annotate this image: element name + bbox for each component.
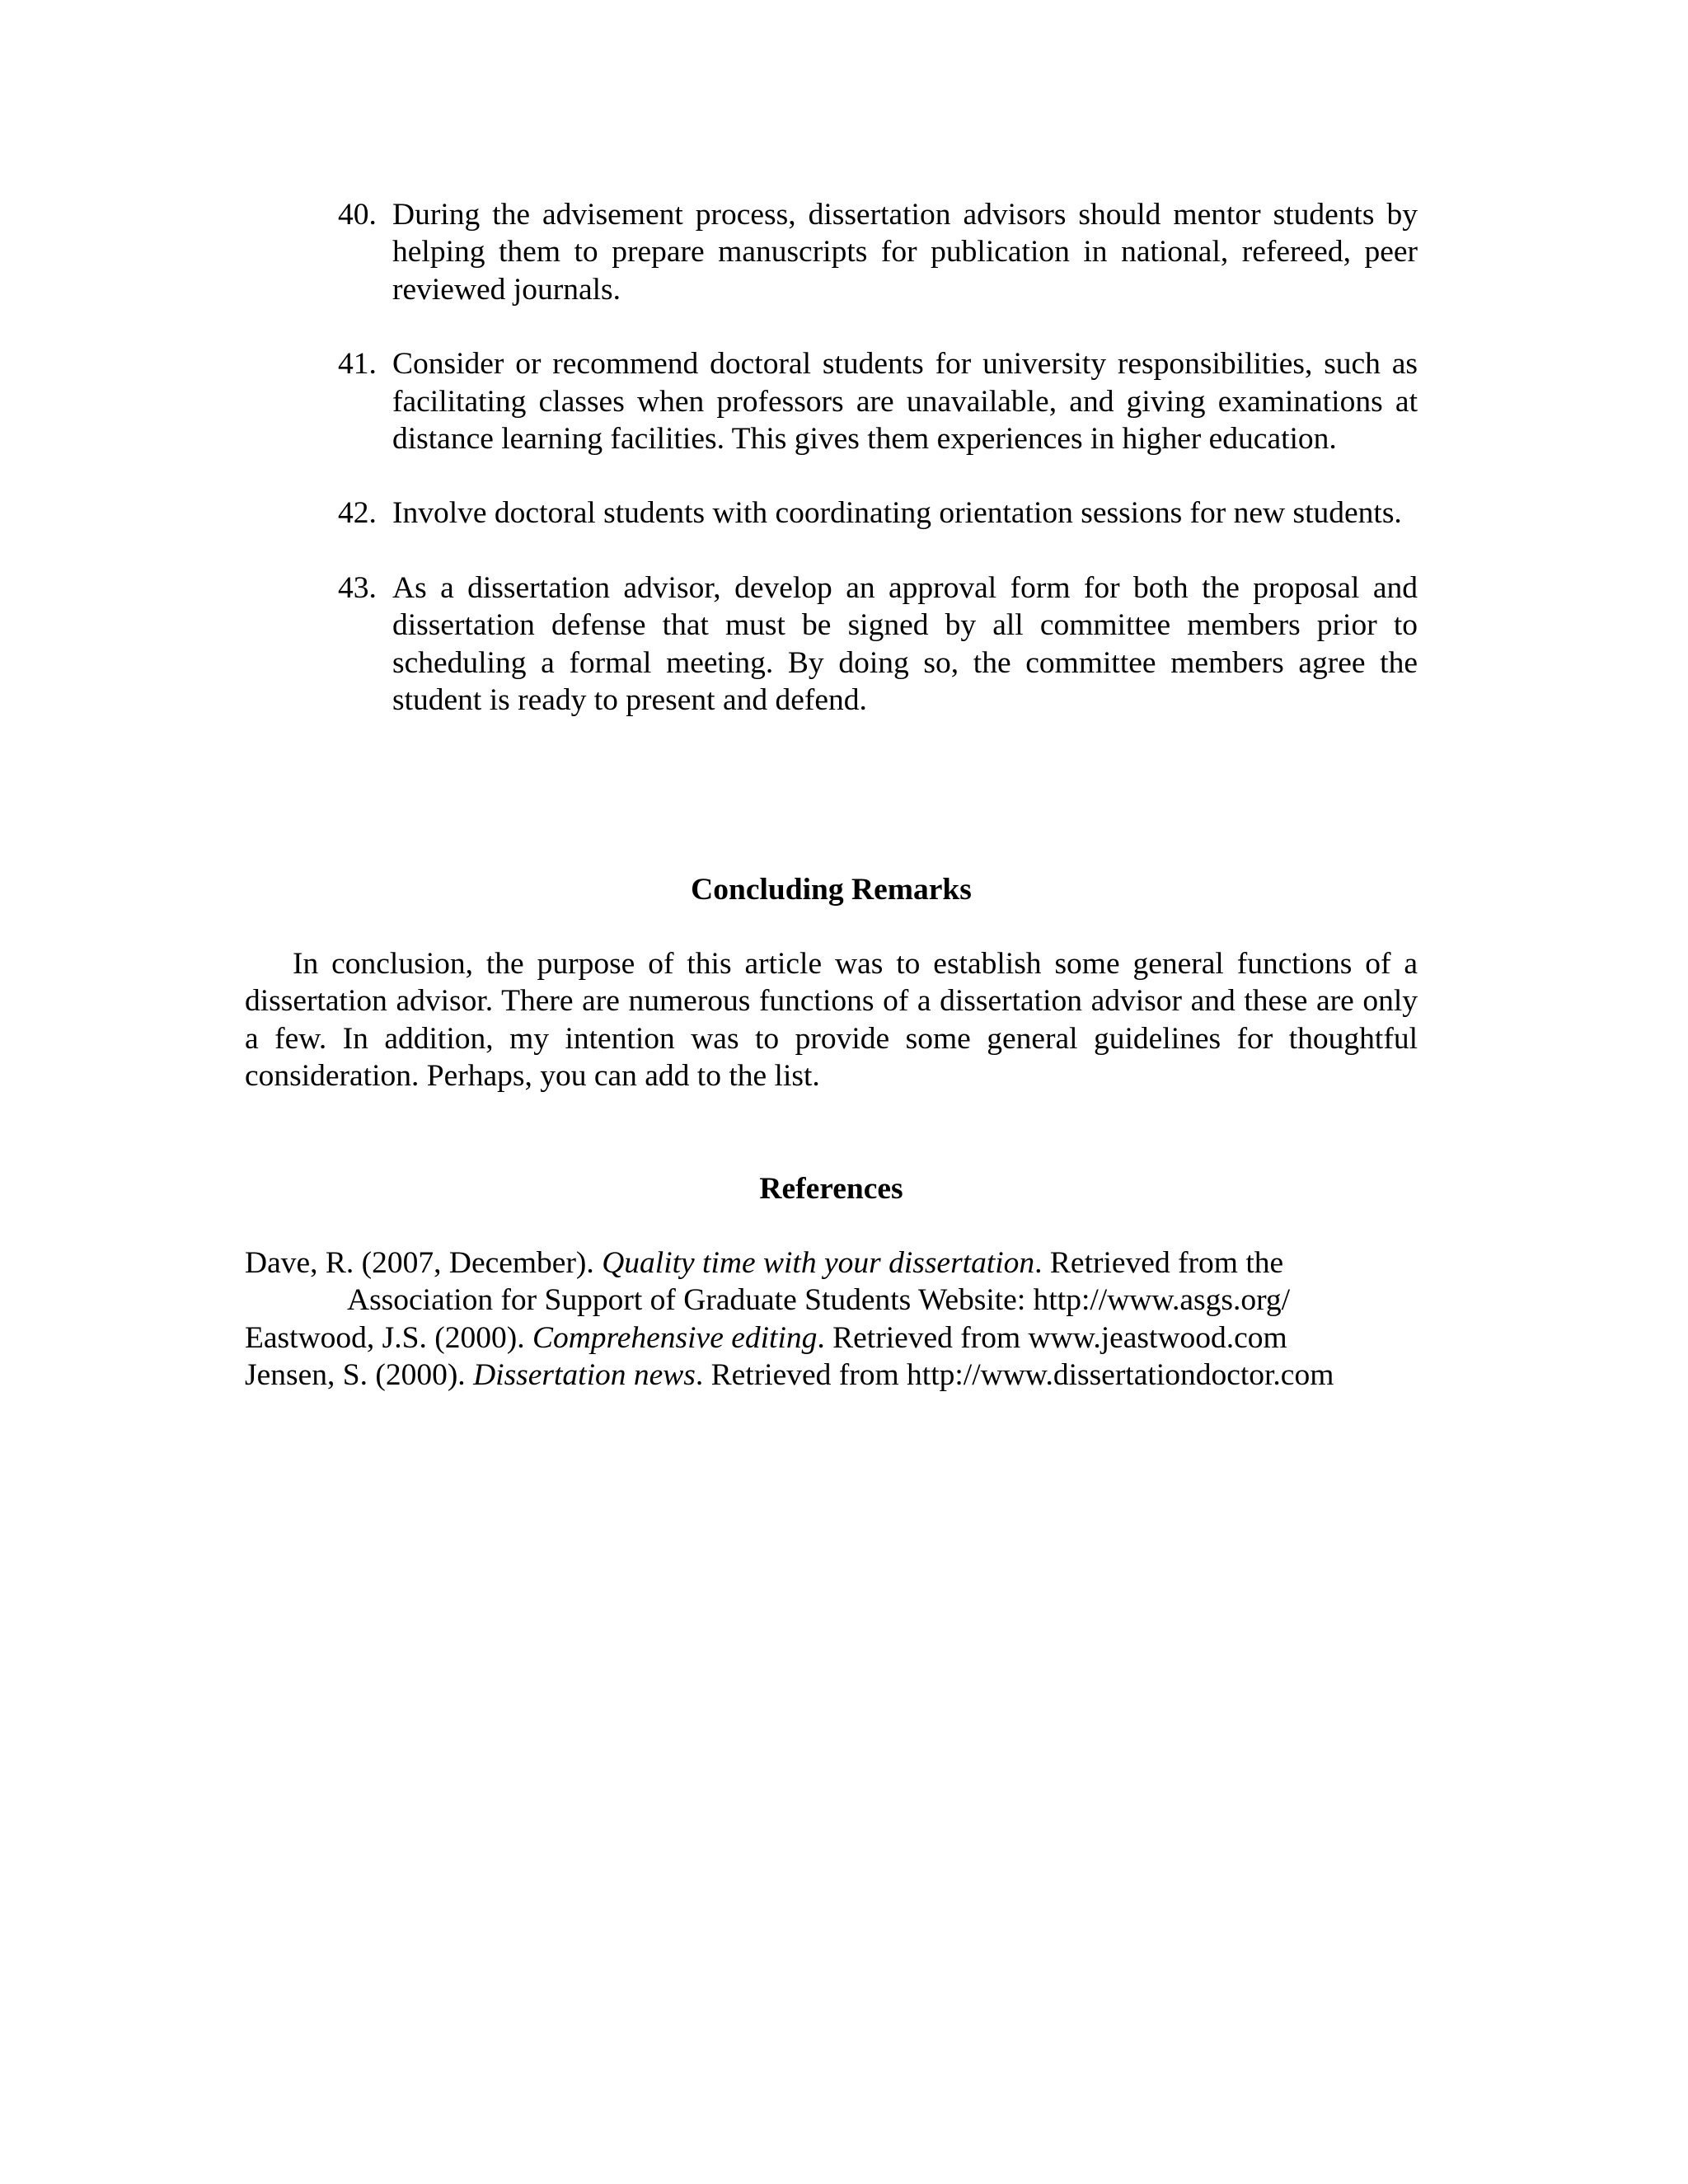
concluding-paragraph: In conclusion, the purpose of this article was to establish some general functions of a dissertation advisor. There are numerous functions of a dissertation advisor and these are only a few. In addition, my intention was to provide some general guidelines for thoughtful consideration. Perhaps, you can add to the list.	[245, 947, 1418, 1094]
concluding-remarks-heading: Concluding Remarks	[691, 873, 972, 907]
list-item-number: 42.	[338, 496, 377, 531]
references-heading: References	[759, 1172, 903, 1206]
list-item-text: Involve doctoral students with coordinating orientation sessions for new students.	[392, 496, 1402, 531]
list-item	[338, 196, 1418, 308]
list-item	[338, 494, 1418, 532]
reference-source: . Retrieved from http://www.dissertationdoctor.com	[695, 1358, 1334, 1393]
list-item-number: 41.	[338, 347, 377, 382]
reference-continuation: Association for Support of Graduate Students Website: http://www.asgs.org/	[347, 1283, 1291, 1318]
reference-list	[245, 1244, 1456, 1394]
list-item-text: As a dissertation advisor, develop an approval form for both the proposal and dissertation defense that must be signed by all committee members prior to scheduling a formal meeting. By doing so, the committee members agree the student is ready to present and defend.	[392, 570, 1418, 718]
reference-entry	[245, 1319, 1456, 1357]
reference-entry	[245, 1244, 1456, 1319]
recommendation-list	[338, 196, 1418, 756]
reference-title: Dissertation news	[473, 1358, 696, 1393]
list-item-number: 40.	[338, 198, 377, 232]
list-item	[338, 345, 1418, 457]
list-item-text: Consider or recommend doctoral students for university responsibilities, such as facilitating classes when professors are unavailable, and giving examinations at distance learning facilities. This gives them experiences in higher education.	[392, 347, 1418, 457]
list-item-number: 43.	[338, 570, 377, 605]
reference-author: Dave, R. (2007, December).	[245, 1246, 603, 1280]
list-item	[338, 569, 1418, 719]
list-item-text: During the advisement process, dissertation advisors should mentor students by helping them to prepare manuscripts for publication in national, refereed, peer reviewed journals.	[392, 198, 1418, 307]
reference-source: . Retrieved from www.jeastwood.com	[817, 1320, 1287, 1355]
reference-title: Comprehensive editing	[532, 1320, 818, 1355]
reference-author: Eastwood, J.S. (2000).	[245, 1320, 532, 1355]
reference-author: Jensen, S. (2000).	[245, 1358, 474, 1393]
reference-entry	[245, 1357, 1456, 1394]
reference-source: . Retrieved from the	[1034, 1246, 1284, 1280]
reference-title: Quality time with your dissertation	[602, 1246, 1035, 1280]
